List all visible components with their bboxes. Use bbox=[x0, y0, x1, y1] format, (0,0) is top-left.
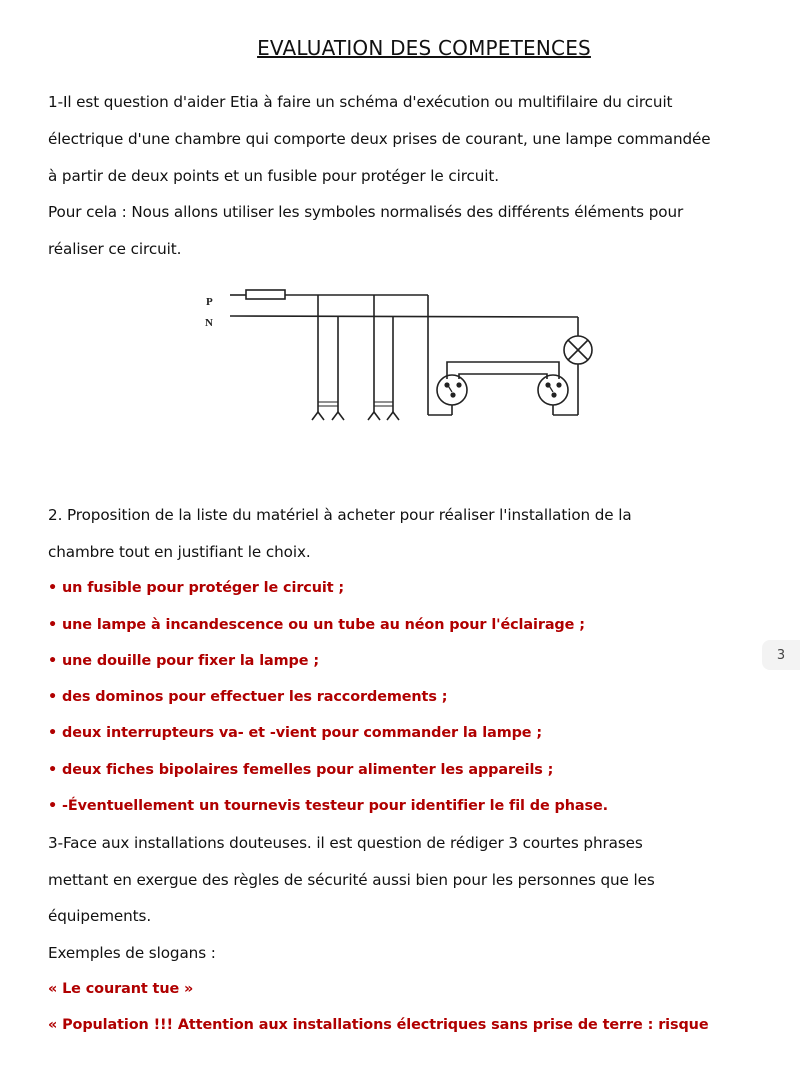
fuse-symbol bbox=[246, 290, 285, 299]
material-list-item: • des dominos pour effectuer les raccordements ; bbox=[48, 689, 448, 705]
material-list-item: • un fusible pour protéger le circuit ; bbox=[48, 580, 345, 596]
slogan: « Population !!! Attention aux installations électriques sans prise de terre : risque bbox=[48, 1017, 709, 1033]
two-way-switch-1-icon bbox=[437, 375, 467, 405]
neutral-wire bbox=[230, 316, 578, 317]
section-3-line: Exemples de slogans : bbox=[48, 944, 216, 962]
page-number-badge[interactable]: 3 bbox=[762, 640, 800, 670]
section-1-line: électrique d'une chambre qui comporte deux prises de courant, une lampe commandée bbox=[48, 130, 711, 148]
material-list-item: • -Éventuellement un tournevis testeur pour identifier le fil de phase. bbox=[48, 798, 609, 814]
section-2-line: 2. Proposition de la liste du matériel à acheter pour réaliser l'installation de la bbox=[48, 506, 632, 524]
phase-label: P bbox=[206, 296, 213, 308]
page-title: EVALUATION DES COMPETENCES bbox=[257, 36, 591, 60]
traveller-wire bbox=[459, 374, 547, 379]
outlet-2-terminal-icon bbox=[368, 412, 380, 420]
material-list-item: • deux fiches bipolaires femelles pour alimenter les appareils ; bbox=[48, 762, 554, 778]
section-1-line: réaliser ce circuit. bbox=[48, 240, 182, 258]
section-2-line: chambre tout en justifiant le choix. bbox=[48, 543, 311, 561]
outlet-1-terminal-icon bbox=[332, 412, 344, 420]
section-1-line: 1-Il est question d'aider Etia à faire un schéma d'exécution ou multifilaire du circuit bbox=[48, 93, 673, 111]
outlet-2-terminal-icon bbox=[387, 412, 399, 420]
material-list-item: • une douille pour fixer la lampe ; bbox=[48, 653, 319, 669]
section-3-line: 3-Face aux installations douteuses. il est question de rédiger 3 courtes phrases bbox=[48, 834, 643, 852]
outlet-1-terminal-icon bbox=[312, 412, 324, 420]
material-list-item: • deux interrupteurs va- et -vient pour commander la lampe ; bbox=[48, 725, 543, 741]
section-3-line: mettant en exergue des règles de sécurité aussi bien pour les personnes que les bbox=[48, 871, 655, 889]
section-1-line: Pour cela : Nous allons utiliser les symboles normalisés des différents éléments pour bbox=[48, 203, 684, 221]
two-way-switch-2-icon bbox=[538, 375, 568, 405]
material-list-item: • une lampe à incandescence ou un tube au néon pour l'éclairage ; bbox=[48, 617, 585, 633]
traveller-wire bbox=[447, 362, 559, 379]
slogan: « Le courant tue » bbox=[48, 981, 194, 997]
circuit-diagram bbox=[0, 0, 800, 460]
neutral-label: N bbox=[205, 317, 213, 329]
section-3-line: équipements. bbox=[48, 907, 152, 925]
section-1-line: à partir de deux points et un fusible pour protéger le circuit. bbox=[48, 167, 500, 185]
